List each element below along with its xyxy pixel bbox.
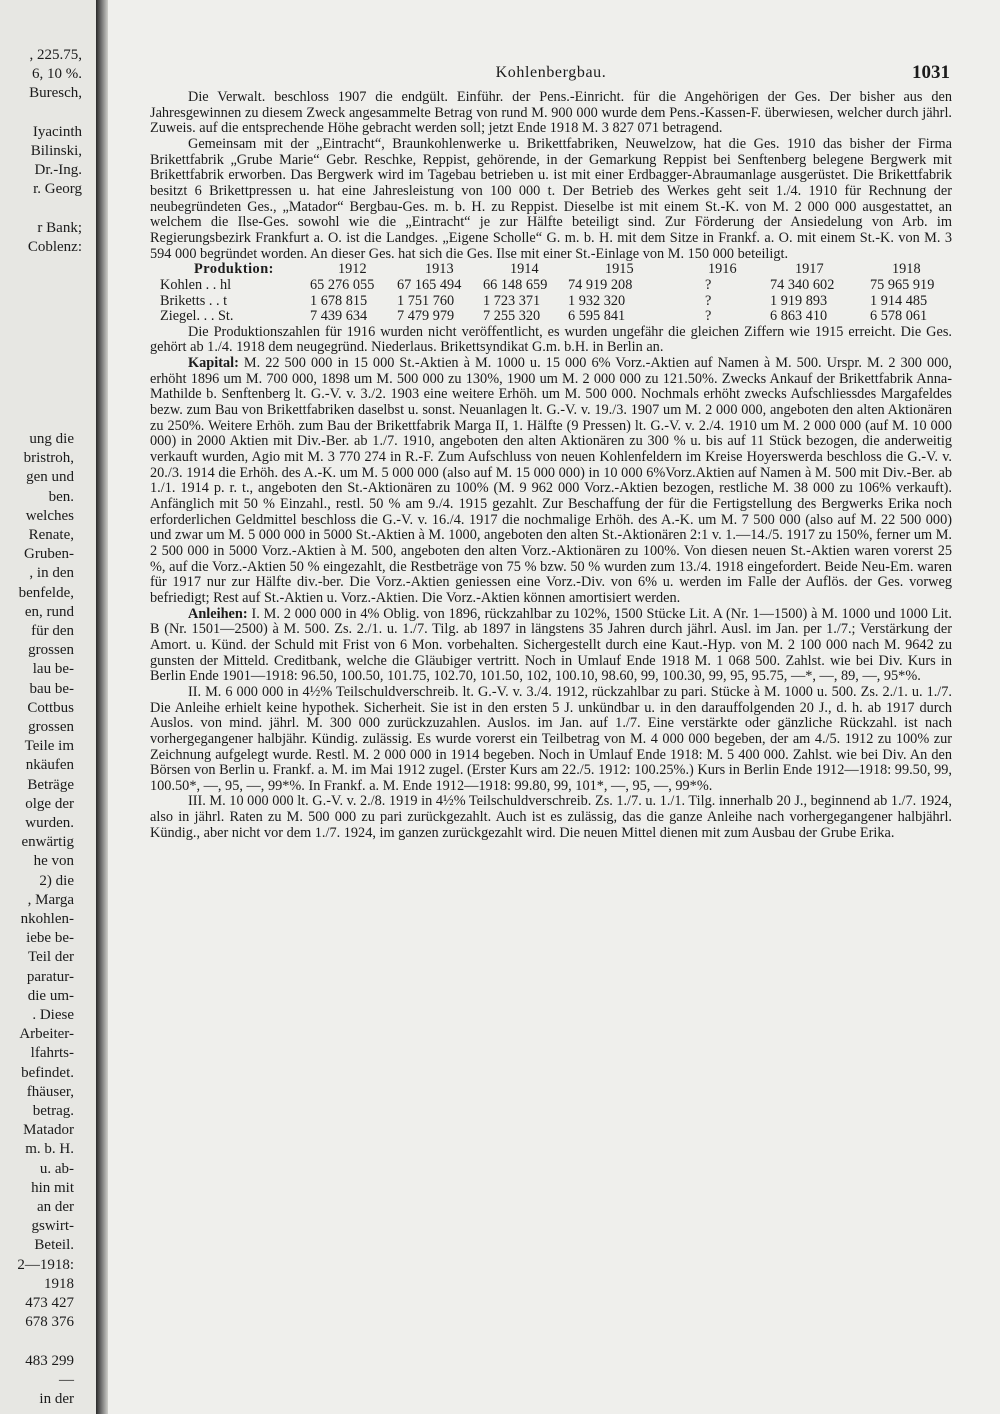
year-cell: 1913 bbox=[425, 261, 454, 278]
margin-fragment: 2—1918: bbox=[17, 1256, 74, 1273]
margin-fragment: welches bbox=[25, 507, 74, 524]
margin-fragment: fhäuser, bbox=[26, 1083, 74, 1100]
margin-fragment: enwärtig bbox=[21, 834, 74, 851]
margin-fragment: hin mit bbox=[31, 1179, 74, 1196]
margin-fragment: Bilinski, bbox=[30, 143, 82, 159]
production-row-kohlen bbox=[150, 278, 952, 294]
value-cell: 1 914 485 bbox=[870, 292, 928, 309]
row-label: Briketts . . t bbox=[160, 292, 228, 309]
margin-fragment: — bbox=[59, 1371, 74, 1388]
margin-fragment: Coblenz: bbox=[27, 239, 82, 255]
margin-fragment: befindet. bbox=[21, 1064, 74, 1081]
value-cell: 7 255 320 bbox=[483, 308, 541, 325]
margin-fragment: grossen bbox=[28, 719, 74, 735]
value-cell: 1 932 320 bbox=[568, 292, 626, 309]
margin-fragment: gen und bbox=[26, 469, 74, 486]
running-title: Kohlenbergbau. bbox=[495, 64, 607, 81]
row-label: Ziegel. . . St. bbox=[160, 308, 234, 325]
value-cell: 1 919 893 bbox=[770, 292, 828, 309]
value-cell: 1 751 760 bbox=[397, 292, 455, 309]
kapital-paragraph bbox=[150, 356, 952, 607]
margin-fragment: ben. bbox=[48, 488, 74, 505]
anleihen-paragraph-3: III. M. 10 000 000 lt. G.-V. v. 2./8. 1919 in 4½% Teilschuldverschreib. Zs. 1./7. u. 1./1. Tilg. innerhalb 20 J., beginnend ab 1./7. 1924, also in jährl. Raten zu M. 500 000 zu pari zurückgezahlt. Auch ist es zulässig, das die ganze Anleihe nach vorhergegangener halbjährl. Kündig., aber nicht vor dem 1./7. 1924, im ganzen zurückgezahlt wird. Die neuen Mittel dienen mit zum Ausbau der Grube Erika. bbox=[150, 793, 952, 841]
production-row-ziegel bbox=[150, 309, 952, 325]
value-cell: 1 723 371 bbox=[483, 292, 541, 309]
body-text bbox=[150, 90, 952, 841]
margin-fragment: Arbeiter- bbox=[19, 1026, 74, 1043]
value-cell: 66 148 659 bbox=[483, 276, 548, 293]
year-cell: 1915 bbox=[605, 261, 634, 278]
margin-fragment: bau be- bbox=[29, 680, 74, 697]
margin-fragment: he von bbox=[33, 853, 74, 870]
year-cell: 1917 bbox=[795, 261, 824, 278]
value-cell: 67 165 494 bbox=[397, 276, 462, 293]
previous-page-edge bbox=[0, 0, 96, 1414]
kapital-label: Kapital: bbox=[188, 355, 239, 372]
margin-fragment: Buresch, bbox=[29, 85, 82, 102]
margin-fragment: r Bank; bbox=[37, 219, 82, 236]
year-cell: 1914 bbox=[510, 261, 539, 278]
anleihen-paragraph-2: II. M. 6 000 000 in 4½% Teilschuldverschreib. lt. G.-V. v. 3./4. 1912, rückzahlbar zu pari. Stücke à M. 1000 u. 500. Zs. 2./1. u. 1./7. Die Anleihe erhielt keine hypothek. Sicherheit. Sie ist in den ersten 5 J. unkündbar u. in den darauffolgenden 20 J., d. h. ab 1917 durch Auslos. von mind. jährl. M. 300 000 zurückzuzahlen. Auslos. im Jan. auf 1./7. Eine verstärkte oder gänzliche Rückzahl. ist nach vorhergegangener halbjähr. Kündig. zulässig. Es wurde vorerst ein Teilbetrag von M. 4 000 000 begeben, der am 4./5. 1912 zu 100% zur Zeichnung aufgelegt wurde. Restl. M. 2 000 000 in 1914 begeben. Noch in Umlauf Ende 1918: M. 5 400 000. Zahlst. wie bei Div. An den Börsen von Berlin u. Frankf. a. M. im Mai 1912 zugel. (Erster Kurs am 22./5. 1912: 100.25%.) Kurs in Berlin Ende 1912—1918: 99.50, 99, 100.50*, —, 95, —, 99*%. In Frankf. a. M. Ende 1912—1918: 99.80, 99, 101*, —, 95, —, 99*%. bbox=[150, 683, 952, 794]
margin-fragment: gswirt- bbox=[31, 1218, 74, 1235]
margin-fragment: nkäufen bbox=[25, 757, 74, 774]
production-note: Die Produktionszahlen für 1916 wurden nicht veröffentlicht, es wurden ungefähr die gleichen Ziffern wie 1915 erreicht. Die Ges. gehört ab 1./4. 1918 dem neugegründ. Niederlaus. Brikettsyndikat G.m. b.H. in Berlin an. bbox=[150, 323, 952, 356]
margin-fragment: benfelde, bbox=[18, 584, 74, 601]
production-row-briketts bbox=[150, 294, 952, 310]
margin-fragment: paratur- bbox=[26, 968, 74, 985]
margin-fragment: wurden. bbox=[25, 815, 74, 831]
value-cell: 6 595 841 bbox=[568, 308, 626, 325]
production-table bbox=[150, 262, 952, 325]
margin-fragment: Beträge bbox=[27, 776, 74, 793]
page-number: 1031 bbox=[912, 62, 950, 83]
margin-fragment: olge der bbox=[25, 795, 74, 812]
paragraph-matador: Gemeinsam mit der „Eintracht“, Braunkohlenwerke u. Brikettfabriken, Neuwelzow, hat die Ges. 1910 das bisher der Firma Brikettfabrik „Grube Marie“ Gebr. Reschke, Reppist, gehörende, in der Gemarkung Reppist bei Senftenberg belegene Bergwerk mit Brikettfabrik erworben. Das Bergwerk wird im Tagebau betrieben u. ist mit einer Erdbagger-Abraumanlage ausgerüstet. Die Brikettfabrik besitzt 6 Brikettpressen u. hat eine Jahresleistung von 100 000 t. Der Betrieb des Werkes geht seit 1./4. 1910 für Rechnung der neubegründeten Ges., „Matador“ Bergbau-Ges. m. b. H. zu Reppist. Dieselbe ist mit einem St.-K. von M. 2 000 000 ausgestattet, an welchem die Ilse-Ges. sowohl wie die „Eintracht“ je zur Hälfte beteiligt sind. Zur Förderung der Ansiedelung von Arb. im Regierungsbezirk Frankfurt a. O. ist die Landges. „Eigene Scholle“ G. m. b. H. mit dem Sitze in Frankf. a. O. mit einem St.-K. von M. 3 594 000 begründet worden. An dieser Ges. hat sich die Ges. Ilse mit einer St.-Einlage von M. 150 000 beteiligt. bbox=[150, 135, 952, 262]
margin-fragment: an der bbox=[36, 1199, 74, 1215]
margin-fragment: bristroh, bbox=[23, 450, 74, 467]
anleihen-label: Anleihen: bbox=[188, 605, 248, 622]
book-gutter bbox=[96, 0, 108, 1414]
margin-fragment: Iyacinth bbox=[32, 123, 82, 140]
margin-fragment: 2) die bbox=[39, 872, 74, 889]
margin-fragment: die um- bbox=[27, 987, 74, 1004]
margin-fragment: lfahrts- bbox=[30, 1045, 74, 1062]
value-cell: ? bbox=[705, 276, 712, 293]
anleihen-text-1: I. M. 2 000 000 in 4% Oblig. von 1896, rückzahlbar zu 102%, 1500 Stücke Lit. A (Nr. 1—1500) à M. 1000 und 1000 Lit. B (Nr. 1501—2500) à M. 500. Zs. 2./1. u. 1./7. Tilg. ab 1897 in längstens 35 Jahren durch jährl. Ausl. im Jan. per 1./7.; Verstärkung der Amort. u. Künd. der Schuld mit Frist von 6 Mon. vorbehalten. Sichergestellt durch eine Kaut.-Hyp. von M. 2 100 000 nach M. 9642 zu gunsten der Mitteld. Creditbank, welche die Gläubiger vertritt. Noch in Umlauf Ende 1918 M. 1 068 500. Zahlst. wie bei Div. Kurs in Berlin Ende 1901—1918: 96.50, 100.50, 101.75, 102.70, 101.50, 102, 100.10, 98.60, 99, 100.30, 99, 95, 95.75, —*, —, 89, —, 95*%. bbox=[150, 605, 952, 685]
margin-fragment: Teil der bbox=[27, 949, 74, 966]
production-label: Produktion: bbox=[194, 261, 274, 278]
value-cell: 6 863 410 bbox=[770, 308, 828, 325]
value-cell: 75 965 919 bbox=[870, 276, 935, 293]
margin-fragment: ung die bbox=[29, 431, 74, 447]
margin-fragment: Dr.-Ing. bbox=[34, 162, 82, 179]
margin-fragment: 678 376 bbox=[25, 1314, 74, 1331]
value-cell: 1 678 815 bbox=[310, 292, 368, 309]
row-label: Kohlen . . hl bbox=[160, 276, 232, 293]
margin-fragment: Cottbus bbox=[27, 699, 74, 716]
margin-fragment: 483 299 bbox=[25, 1352, 74, 1369]
margin-fragment: 6, 10 %. bbox=[32, 66, 82, 83]
margin-fragment: , 225.75, bbox=[29, 47, 82, 63]
margin-fragment: grossen bbox=[28, 642, 74, 659]
margin-fragment: Beteil. bbox=[34, 1237, 74, 1254]
margin-fragment: lau be- bbox=[32, 661, 74, 678]
value-cell: 7 479 979 bbox=[397, 308, 455, 325]
year-cell: 1916 bbox=[708, 261, 737, 278]
value-cell: 6 578 061 bbox=[870, 308, 928, 325]
margin-fragment: Teile im bbox=[24, 738, 74, 755]
kapital-text: M. 22 500 000 in 15 000 St.-Aktien à M. 1000 u. 15 000 6% Vorz.-Aktien auf Namen à M. 500. Urspr. M. 2 300 000, erhöht 1896 um M. 700 000, 1898 um M. 500 000 zu 130%, 1900 um M. 2 000 000 zu 121.50%. Zwecks Ankauf der Brikettfabrik Anna-Mathilde b. Senftenberg lt. G.-V. v. 3./2. 1903 eine weitere Erhöh. um M. 500 000. Nochmals erhöht zwecks Aufschliessdes Margafeldes bezw. zum Bau von Brikettfabriken daselbst u. sonst. Neuanlagen lt. G.-V. v. 19./3. 1907 um M. 2 000 000, angeboten den alten Aktionären zu 250%. Weitere Erhöh. zum Bau der Brikettfabrik Marga II, 1. Hälfte (9 Pressen) lt. G.-V. v. 2./4. 1910 um M. 2 000 000 (auf M. 10 000 000) in 2000 Aktien mit Div.-Ber. ab 1./7. 1910, angeboten den alten Aktionären zu 300 % u. bis auf 11 Stück bezogen, die anderweitig verkauft wurden, Agio mit M. 3 770 274 in R.-F. Zum Aufschluss von neuen Kohlenfeldern im Kreise Hoyerswerda beschloss die G.-V. v. 20./3. 1914 die Erhöh. des A.-K. um M. 5 000 000 (also auf M. 15 000 000) in 10 000 6%Vorz.Aktien auf Namen à M. 500 mit Div.-Ber. ab 1./1. 1914 p. r. t., angeboten den St.-Aktionären zu 100% (M. 9 962 000 Vorz.-Aktien bezogen, restliche M. 38 000 zu 106% verkauft). Anfänglich mit 50 % Einzahl., restl. 50 % am 9./4. 1915 gezahlt. Zur Beschaffung der für die Fertigstellung des Bergwerks Erika noch erforderlichen Geldmittel beschloss die G.-V. v. 16./4. 1917 die nochmalige Erhöh. des A.-K. um M. 7 500 000 (also auf M. 22 500 000) und zwar um M. 5 000 000 in 5000 St.-Aktien à M. 1000, angeboten den alten St.-Aktionären 2:1 v. 1.—14./5. 1917 zu 150%, ferner um M. 2 500 000 in 5000 Vorz.-Aktien à M. 500, angeboten den alten Vorz.-Aktionären zu 100%. Von diesen neuen St.-Aktien waren vorerst 25 %, auf die Vorz.-Aktien 50 % eingezahlt, die Restbeträge von 75 % bzw. 50 % wurden zum 13./4. 1918 eingefordert. Beide Neu-Em. waren für 1917 nur zur Hälfte div.-ber. Die Vorz.-Aktien geniessen eine Vorz.-Div. von 6% u. werden im Falle der Auflös. der Ges. vorweg befriedigt; Rest auf St.-Aktien u. Vorz.-Aktien. Die Vorz.-Aktien können amortisiert werden. bbox=[150, 355, 952, 606]
paragraph-pension: Die Verwalt. beschloss 1907 die endgült. Einführ. der Pens.-Einricht. für die Angehörigen der Ges. Der bisher aus den Jahresgewinnen zu diesem Zweck angesammelte Betrag von rund M. 900 000 wurde dem Pens.-Kassen-F. überwiesen, welcher durch jährl. Zuweis. auf die entsprechende Höhe gebracht werden soll; jetzt Ende 1918 M. 3 827 071 betragend. bbox=[150, 89, 952, 137]
year-cell: 1912 bbox=[338, 261, 367, 278]
value-cell: ? bbox=[705, 292, 712, 309]
value-cell: 7 439 634 bbox=[310, 308, 368, 325]
margin-fragment: iebe be- bbox=[26, 930, 74, 947]
margin-fragment: , Marga bbox=[27, 891, 74, 908]
margin-fragment: m. b. H. bbox=[25, 1141, 74, 1158]
margin-fragment: u. ab- bbox=[39, 1160, 74, 1177]
value-cell: 65 276 055 bbox=[310, 276, 375, 293]
margin-fragment: für den bbox=[31, 623, 74, 639]
margin-fragment: Gruben- bbox=[24, 546, 74, 563]
production-header-row bbox=[150, 262, 952, 278]
page bbox=[150, 60, 952, 841]
margin-fragment: betrag. bbox=[32, 1103, 74, 1119]
value-cell: 74 340 602 bbox=[770, 276, 835, 293]
margin-fragment: en, rund bbox=[24, 603, 74, 620]
margin-fragment: 473 427 bbox=[25, 1295, 74, 1311]
year-cell: 1918 bbox=[892, 261, 921, 278]
margin-fragment: , in den bbox=[29, 565, 74, 582]
margin-fragment: r. Georg bbox=[33, 181, 82, 198]
anleihen-paragraph bbox=[150, 607, 952, 685]
margin-fragment: 1918 bbox=[44, 1275, 74, 1292]
margin-fragment: . Diese bbox=[32, 1007, 74, 1023]
value-cell: 74 919 208 bbox=[568, 276, 633, 293]
margin-fragment: in der bbox=[39, 1391, 74, 1407]
running-header bbox=[150, 60, 952, 90]
margin-fragment: Renate, bbox=[28, 527, 74, 543]
value-cell: ? bbox=[705, 308, 712, 325]
margin-fragment: nkohlen- bbox=[20, 911, 74, 927]
margin-fragment: Matador bbox=[23, 1122, 74, 1139]
